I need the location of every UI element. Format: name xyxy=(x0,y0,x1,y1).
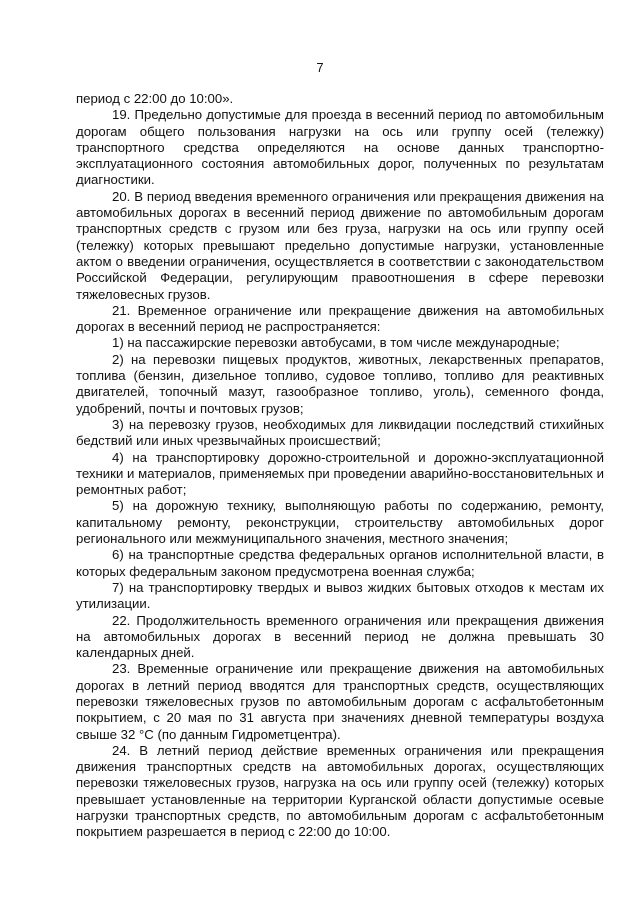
paragraph-21: 21. Временное ограничение или прекращение движения на автомобильных дорогах в весенний период не распространяется: xyxy=(76,302,604,335)
list-item-3: 3) на перевозку грузов, необходимых для ликвидации последствий стихийных бедствий или иных чрезвычайных происшествий; xyxy=(76,416,604,449)
list-item-7: 7) на транспортировку твердых и вывоз жидких бытовых отходов к местам их утилизации. xyxy=(76,579,604,612)
paragraph-19: 19. Предельно допустимые для проезда в весенний период по автомобильным дорогам общего пользования нагрузки на ось или группу осей (тележку) транспортного средства определяются на основе данных транспортно-эксплуатационного состояния автомобильных дорог, полученных по результатам диагностики. xyxy=(76,107,604,188)
page-number: 7 xyxy=(316,60,324,75)
paragraph-22: 22. Продолжительность временного ограничения или прекращения движения на автомобильных дорогах в весенний период не должна превышать 30 календарных дней. xyxy=(76,612,604,661)
paragraph-23: 23. Временные ограничение или прекращение движения на автомобильных дорогах в летний период вводятся для транспортных средств, осуществляющих перевозки тяжеловесных грузов по автомобильным дорогам с асфальтобетонным покрытием, с 20 мая по 31 августа при значениях дневной температуры воздуха свыше 32 °С (по данным Гидрометцентра). xyxy=(76,661,604,742)
document-body xyxy=(76,91,604,841)
paragraph-24: 24. В летний период действие временных ограничения или прекращения движения транспортных средств на автомобильных дорогах, осуществляющих перевозки тяжеловесных грузов, нагрузка на ось или группу осей (тележку) которых превышает установленные на территории Курганской области допустимые осевые нагрузки транспортных средств, по автомобильным дорогам с асфальтобетонным покрытием разрешается в период с 22:00 до 10:00. xyxy=(76,742,604,840)
list-item-4: 4) на транспортировку дорожно-строительной и дорожно-эксплуатационной техники и материалов, применяемых при проведении аварийно-восстановительных и ремонтных работ; xyxy=(76,449,604,498)
list-item-5: 5) на дорожную технику, выполняющую работы по содержанию, ремонту, капитальному ремонту, реконструкции, строительству автомобильных дорог регионального или межмуниципального значения, местного значения; xyxy=(76,498,604,547)
list-item-2: 2) на перевозки пищевых продуктов, животных, лекарственных препаратов, топлива (бензин, дизельное топливо, судовое топливо, топливо для реактивных двигателей, топочный мазут, газообразное топливо, уголь), семенного фонда, удобрений, почты и почтовых грузов; xyxy=(76,351,604,416)
list-item-1: 1) на пассажирские перевозки автобусами, в том числе международные; xyxy=(112,335,560,351)
list-item-6: 6) на транспортные средства федеральных органов исполнительной власти, в которых федеральным законом предусмотрена военная служба; xyxy=(76,547,604,579)
paragraph-continuation: период с 22:00 до 10:00». xyxy=(76,91,234,106)
paragraph-20: 20. В период введения временного ограничения или прекращения движения на автомобильных дорогах в весенний период движение по автомобильным дорогам транспортных средств с грузом или без груза, нагрузки на ось или группу осей (тележку) которых превышают предельно допустимые нагрузки, установленные актом о введении ограничения, осуществляется в соответствии с законодательством Российской Федерации, регулирующим правоотношения в сфере перевозки тяжеловесных грузов. xyxy=(76,188,604,302)
